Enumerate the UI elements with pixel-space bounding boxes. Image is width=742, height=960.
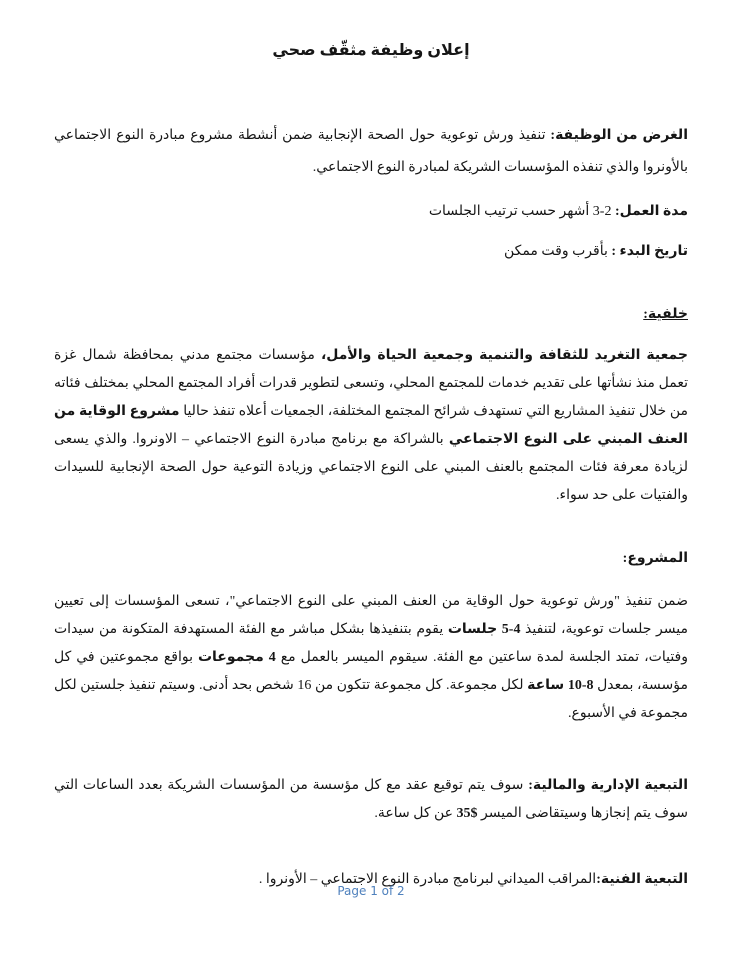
text-run: مؤسسات مجتمع مدني بمحافظة شمال غزة تعمل منذ نشأتها على تقديم خدمات للمجتمع المحلي، وتسعى لتطوير قدرات أفراد المجتمع المحلي بمختلف فئاته من خلال تنفيذ المشاريع التي تستهدف شرائح المجتمع المختلفة، الجمعيات أعلاه تنفذ حاليا <box>54 348 688 419</box>
section-heading-project-label: المشروع: <box>622 551 688 566</box>
section-heading-background-label: خلفية: <box>643 307 688 322</box>
bold-text-run: $35 <box>456 806 478 821</box>
text-run: بأقرب وقت ممكن <box>503 244 612 259</box>
paragraph-project <box>54 588 688 728</box>
bold-text-run: مدة العمل: <box>614 204 688 219</box>
paragraph-start-date <box>54 238 688 266</box>
bold-text-run: 4 مجموعات <box>197 650 276 665</box>
text-run: لكل مجموعة. كل مجموعة تتكون من 16 شخص بحد أدنى. وسيتم تنفيذ جلستين لكل مجموعة في الأسبوع. <box>54 678 688 721</box>
text-run: ضمن تنفيذ "ورش توعوية حول الوقاية من العنف المبني على النوع الاجتماعي"، تسعى المؤسسات إلى تعيين ميسر جلسات توعوية، لتنفيذ <box>54 594 688 637</box>
page-number-footer: Page 1 of 2 <box>337 884 405 898</box>
section-heading-project <box>54 548 688 570</box>
document-title: إعلان وظيفة مثقّف صحي <box>272 42 470 59</box>
bold-text-run: الغرض من الوظيفة: <box>550 128 688 143</box>
paragraph-job-purpose <box>54 120 688 184</box>
bold-text-run: التبعية الفنية: <box>596 872 688 887</box>
text-run: المراقب الميداني لبرنامج مبادرة النوع الاجتماعي – الأونروا . <box>258 872 597 887</box>
bold-text-run: مشروع الوقاية من العنف المبني على النوع الاجتماعي <box>54 404 688 447</box>
bold-text-run: 8-10 ساعة <box>527 678 594 693</box>
text-run: 2-3 أشهر حسب ترتيب الجلسات <box>428 204 615 219</box>
text-run: تنفيذ ورش توعوية حول الصحة الإنجابية ضمن أنشطة مشروع مبادرة النوع الاجتماعي بالأونروا والذي تنفذه المؤسسات الشريكة لمبادرة النوع الاجتماعي. <box>54 128 688 175</box>
bold-text-run: تاريخ البدء : <box>611 244 688 259</box>
text-run: يقوم بتنفيذها بشكل مباشر مع الفئة المستهدفة المتكونة من سيدات وفتيات، تمتد الجلسة لمدة ساعتين مع الفئة. سيقوم الميسر بالعمل مع <box>54 622 689 665</box>
bold-text-run: التبعية الإدارية والمالية: <box>528 778 688 793</box>
text-run: سوف يتم توقيع عقد مع كل مؤسسة من المؤسسات الشريكة بعدد الساعات التي سوف يتم إنجازها وسيتقاضى الميسر <box>54 778 688 821</box>
text-run: بواقع مجموعتين في كل مؤسسة، بمعدل <box>54 650 689 693</box>
paragraph-background <box>54 342 688 510</box>
text-run: بالشراكة مع برنامج مبادرة النوع الاجتماعي – الاونروا. والذي يسعى لزيادة معرفة فئات المجتمع بالعنف المبني على النوع الاجتماعي وزيادة التوعية حول الصحة الإنجابية للسيدات والفتيات على حد سواء. <box>54 432 688 503</box>
text-run: عن كل ساعة. <box>374 806 457 821</box>
bold-text-run: 4-5 جلسات <box>447 622 521 637</box>
paragraph-admin-financial-reporting <box>54 772 688 828</box>
bold-text-run: جمعية التغريد للثقافة والتنمية وجمعية الحياة والأمل، <box>320 348 689 363</box>
section-heading-background <box>54 304 688 326</box>
paragraph-work-duration <box>54 198 688 226</box>
